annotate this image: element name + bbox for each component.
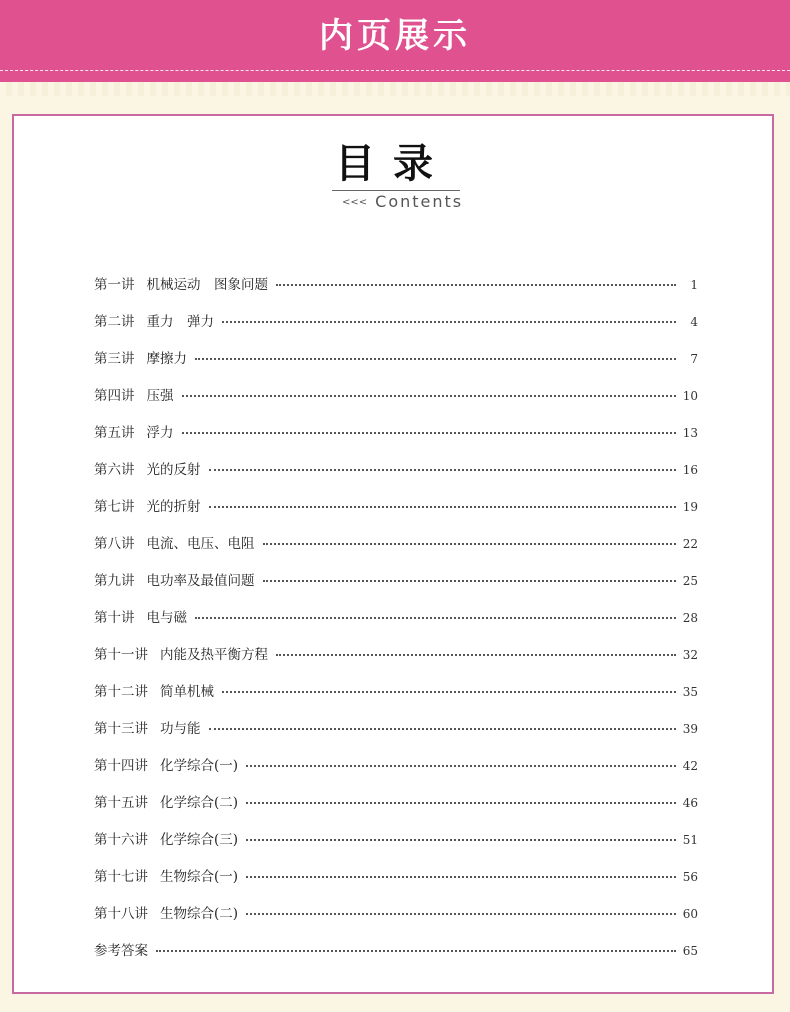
toc-entry-page: 28 xyxy=(682,611,698,625)
toc-entry[interactable] xyxy=(94,606,698,643)
toc-entry-title: 电功率及最值问题 xyxy=(146,573,255,589)
toc-entry[interactable] xyxy=(94,643,698,680)
toc-entry-title: 功与能 xyxy=(160,721,201,737)
toc-entry-page: 39 xyxy=(682,722,698,736)
toc-entry-page: 19 xyxy=(682,500,698,514)
toc-entry-page: 10 xyxy=(682,389,698,403)
dot-leader xyxy=(209,468,677,471)
arrows-icon: <<< xyxy=(342,197,368,208)
toc-entry-number: 第五讲 xyxy=(94,425,135,441)
toc-page xyxy=(12,114,774,994)
dot-leader xyxy=(246,838,676,841)
toc-entry[interactable] xyxy=(94,495,698,532)
toc-entry[interactable] xyxy=(94,384,698,421)
toc-entry-title: 光的反射 xyxy=(146,462,201,478)
toc-entry-title: 电流、电压、电阻 xyxy=(146,536,255,552)
toc-entry[interactable] xyxy=(94,791,698,828)
header-banner xyxy=(0,0,790,82)
toc-entry-number: 第七讲 xyxy=(94,499,135,515)
toc-entry-title: 化学综合(二) xyxy=(160,795,239,811)
toc-entry-title: 光的折射 xyxy=(146,499,201,515)
toc-entry[interactable] xyxy=(94,273,698,310)
banner-dashed-line xyxy=(0,70,790,71)
toc-entry[interactable] xyxy=(94,717,698,754)
toc-entry-page: 16 xyxy=(682,463,698,477)
toc-entry-number: 第四讲 xyxy=(94,388,135,404)
toc-entry-page: 22 xyxy=(682,537,698,551)
toc-entry[interactable] xyxy=(94,754,698,791)
toc-entry-number: 第六讲 xyxy=(94,462,135,478)
toc-entry-number: 第十讲 xyxy=(94,610,135,626)
toc-entry-number: 第十八讲 xyxy=(94,906,148,922)
toc-entry-number: 第一讲 xyxy=(94,277,135,293)
toc-entry-number: 第十二讲 xyxy=(94,684,148,700)
toc-entry-title: 内能及热平衡方程 xyxy=(160,647,268,663)
toc-entry-page: 51 xyxy=(682,833,698,847)
subtitle-text: Contents xyxy=(375,192,464,211)
toc-entry-title: 化学综合(三) xyxy=(160,832,239,848)
toc-entry[interactable] xyxy=(94,902,698,939)
toc-entry-page: 56 xyxy=(682,870,698,884)
dot-leader xyxy=(263,542,677,545)
toc-entry-title: 摩擦力 xyxy=(146,351,187,367)
toc-entry[interactable] xyxy=(94,939,698,976)
banner-title: 内页展示 xyxy=(319,16,471,56)
toc-entry-number: 第十三讲 xyxy=(94,721,148,737)
dot-leader xyxy=(276,283,676,286)
banner-stripe xyxy=(0,82,790,96)
dot-leader xyxy=(246,912,676,915)
toc-entry-page: 32 xyxy=(682,648,698,662)
toc-entry-page: 60 xyxy=(682,907,698,921)
toc-entry[interactable] xyxy=(94,680,698,717)
toc-entry-title: 压强 xyxy=(146,388,174,404)
toc-entry-number: 第十四讲 xyxy=(94,758,148,774)
dot-leader xyxy=(209,727,677,730)
dot-leader xyxy=(276,653,676,656)
dot-leader xyxy=(182,431,677,434)
dot-leader xyxy=(246,764,676,767)
toc-entry-number: 第十一讲 xyxy=(94,647,148,663)
toc-entry[interactable] xyxy=(94,347,698,384)
toc-entry-page: 7 xyxy=(690,352,698,366)
toc-entry-page: 65 xyxy=(682,944,698,958)
toc-list xyxy=(94,273,698,976)
toc-entry-page: 42 xyxy=(682,759,698,773)
toc-entry-title: 生物综合(二) xyxy=(160,906,239,922)
toc-entry-number: 第八讲 xyxy=(94,536,135,552)
dot-leader xyxy=(222,320,676,323)
toc-entry[interactable] xyxy=(94,828,698,865)
toc-entry[interactable] xyxy=(94,421,698,458)
dot-leader xyxy=(195,616,676,619)
toc-entry-title: 重力 弹力 xyxy=(146,314,214,330)
toc-title: 目录 xyxy=(335,141,451,187)
dot-leader xyxy=(156,949,676,952)
toc-entry[interactable] xyxy=(94,458,698,495)
toc-entry-number: 第九讲 xyxy=(94,573,135,589)
toc-entry-title: 电与磁 xyxy=(146,610,187,626)
toc-entry[interactable] xyxy=(94,569,698,606)
toc-entry-page: 46 xyxy=(682,796,698,810)
toc-subtitle xyxy=(342,192,482,213)
toc-entry-title: 化学综合(一) xyxy=(160,758,239,774)
toc-entry-number: 参考答案 xyxy=(94,943,148,959)
toc-entry-title: 生物综合(一) xyxy=(160,869,239,885)
dot-leader xyxy=(246,875,676,878)
title-underline xyxy=(332,190,460,191)
toc-entry-number: 第十六讲 xyxy=(94,832,148,848)
toc-entry-number: 第三讲 xyxy=(94,351,135,367)
toc-entry-page: 4 xyxy=(690,315,698,329)
toc-entry-title: 简单机械 xyxy=(160,684,214,700)
toc-entry-page: 25 xyxy=(682,574,698,588)
dot-leader xyxy=(222,690,676,693)
dot-leader xyxy=(195,357,676,360)
toc-entry-number: 第十七讲 xyxy=(94,869,148,885)
toc-entry-title: 机械运动 图象问题 xyxy=(146,277,268,293)
dot-leader xyxy=(263,579,677,582)
toc-entry-number: 第十五讲 xyxy=(94,795,148,811)
toc-entry[interactable] xyxy=(94,310,698,347)
toc-entry-page: 1 xyxy=(690,278,698,292)
dot-leader xyxy=(246,801,676,804)
dot-leader xyxy=(182,394,677,397)
toc-entry-page: 35 xyxy=(682,685,698,699)
toc-entry[interactable] xyxy=(94,865,698,902)
dot-leader xyxy=(209,505,677,508)
toc-entry-page: 13 xyxy=(682,426,698,440)
toc-entry-number: 第二讲 xyxy=(94,314,135,330)
toc-entry-title: 浮力 xyxy=(146,425,174,441)
toc-entry[interactable] xyxy=(94,532,698,569)
